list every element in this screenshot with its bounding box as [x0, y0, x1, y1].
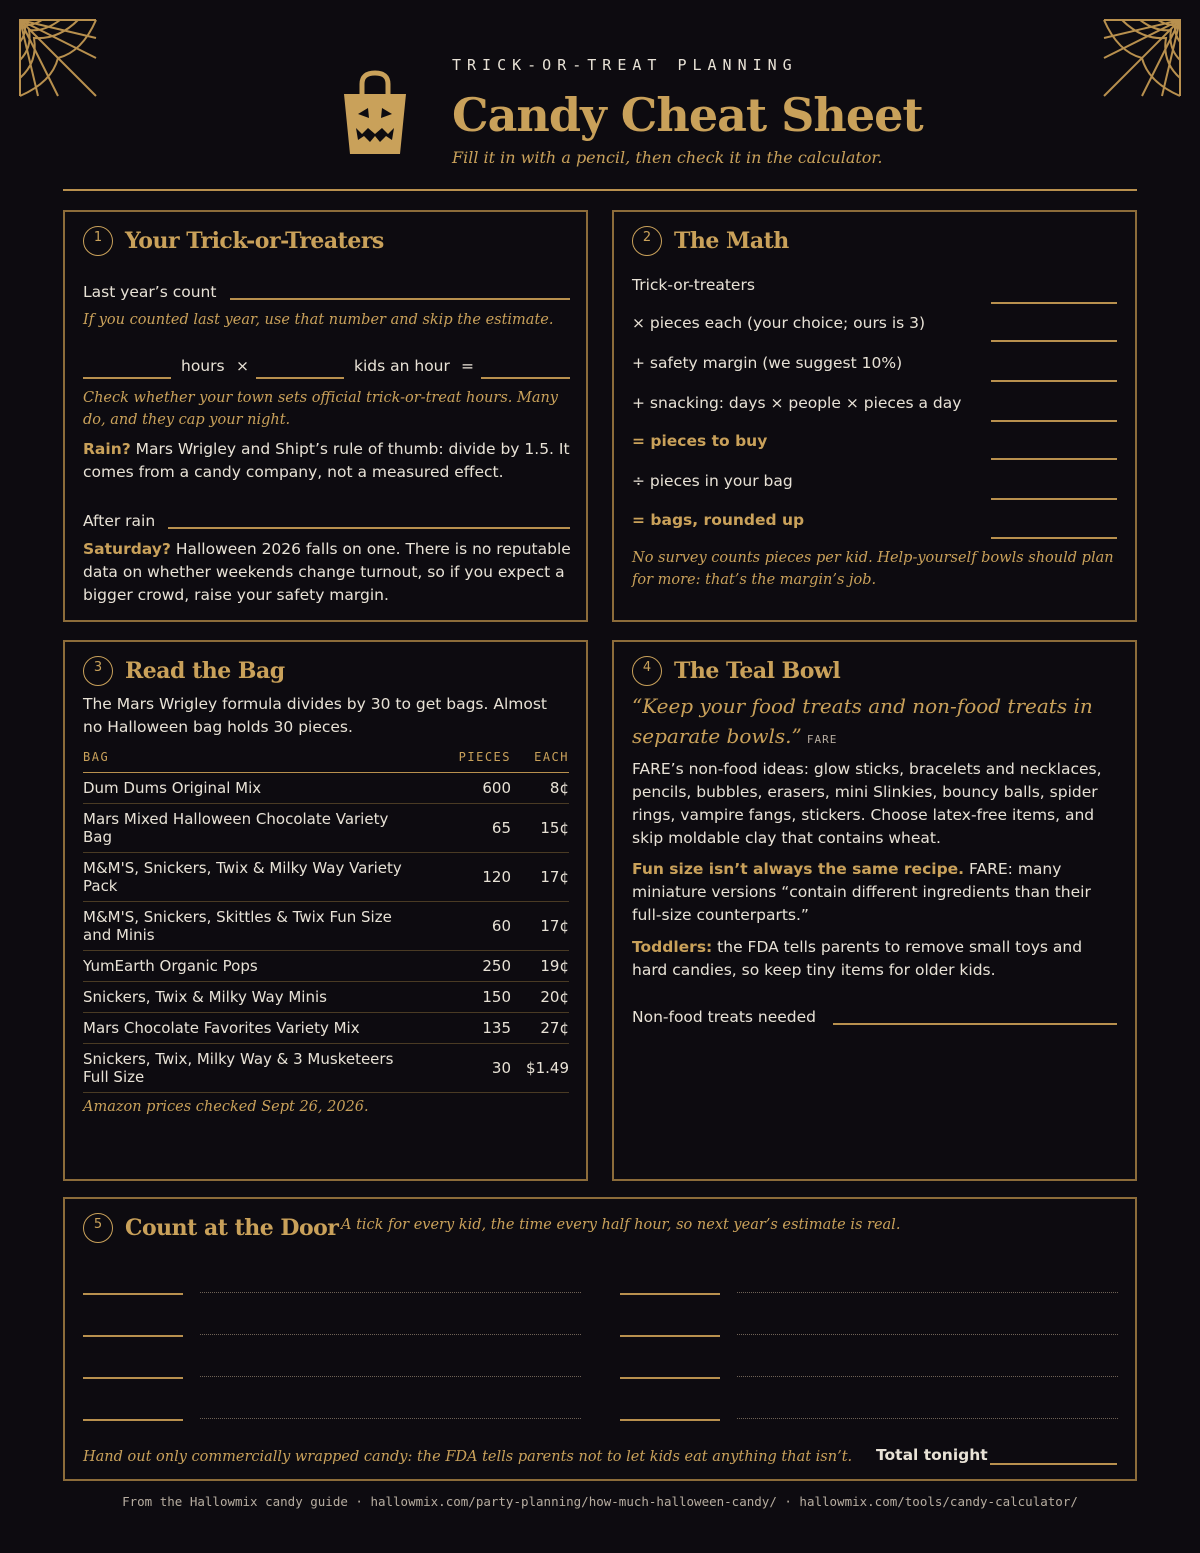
cell-pieces: 135: [439, 1013, 511, 1044]
count-tagline: A tick for every kid, the time every half hour, so next year’s estimate is real.: [341, 1217, 901, 1233]
cell-pieces: 150: [439, 982, 511, 1013]
tally-field[interactable]: [200, 1292, 581, 1293]
tally-field[interactable]: [200, 1418, 581, 1419]
total-tonight-label: Total tonight: [876, 1446, 988, 1464]
math-note: No survey counts pieces per kid. Help-yourself bowls should plan for more: that’s the margin’s job.: [632, 550, 1114, 588]
time-field[interactable]: [83, 1419, 183, 1421]
page-footer: From the Hallowmix candy guide · hallowmix.com/party-planning/how-much-halloween-candy/ · hallowmix.com/tools/candy-calculator/: [122, 1494, 1078, 1509]
cell-bag: Mars Chocolate Favorites Variety Mix: [83, 1013, 439, 1044]
saturday-note: [83, 538, 571, 607]
step-number: 1: [83, 226, 113, 256]
tally-field[interactable]: [200, 1334, 581, 1335]
card-trick-or-treaters: [63, 210, 588, 622]
table-row: [83, 804, 569, 853]
after-rain-field[interactable]: [168, 527, 570, 529]
table-row: [83, 951, 569, 982]
fun-size-note: [632, 858, 1122, 927]
times-sign: ×: [236, 357, 249, 375]
time-field[interactable]: [83, 1293, 183, 1295]
math-row-label: Trick-or-treaters: [632, 276, 755, 294]
kicker: TRICK-OR-TREAT PLANNING: [452, 56, 798, 74]
hours-note: Check whether your town sets official trick-or-treat hours. Many do, and they cap your night.: [83, 390, 559, 428]
spiderweb-icon: [18, 18, 98, 98]
tally-field[interactable]: [737, 1292, 1118, 1293]
cell-bag: YumEarth Organic Pops: [83, 951, 439, 982]
step-number: 2: [632, 226, 662, 256]
step-number: 5: [83, 1213, 113, 1243]
card-the-math: [612, 210, 1137, 622]
last-year-field[interactable]: [230, 298, 570, 300]
step-number: 4: [632, 656, 662, 686]
math-row-field[interactable]: [991, 537, 1117, 539]
table-row: [83, 773, 569, 804]
cell-pieces: 120: [439, 853, 511, 902]
cell-each: 17¢: [511, 853, 569, 902]
cell-each: 20¢: [511, 982, 569, 1013]
fun-size-bold: Fun size isn’t always the same recipe.: [632, 860, 965, 878]
step-number: 3: [83, 656, 113, 686]
table-row: [83, 853, 569, 902]
equals-sign: =: [461, 357, 474, 375]
cell-each: 15¢: [511, 804, 569, 853]
math-row-field[interactable]: [991, 420, 1117, 422]
time-field[interactable]: [620, 1377, 720, 1379]
card-title: The Teal Bowl: [674, 658, 841, 684]
bag-intro: The Mars Wrigley formula divides by 30 to get bags. Almost no Halloween bag holds 30 pieces.: [83, 695, 547, 736]
spiderweb-icon: [1102, 18, 1182, 98]
math-row-label: = pieces to buy: [632, 432, 768, 450]
toddler-text: the FDA tells parents to remove small toys and hard candies, so keep tiny items for older kids.: [632, 938, 1083, 979]
wrapped-candy-note: Hand out only commercially wrapped candy: the FDA tells parents not to let kids eat anything that isn’t.: [83, 1449, 853, 1465]
fare-quote: [632, 692, 1102, 754]
tally-field[interactable]: [737, 1376, 1118, 1377]
cell-bag: M&M'S, Snickers, Skittles & Twix Fun Size and Minis: [83, 902, 439, 951]
kids-an-hour-label: kids an hour: [354, 357, 450, 375]
math-row-label: ÷ pieces in your bag: [632, 472, 793, 490]
last-year-note: If you counted last year, use that number and skip the estimate.: [83, 312, 554, 328]
quote-source: FARE: [806, 733, 838, 746]
cell-bag: Snickers, Twix, Milky Way & 3 Musketeers Full Size: [83, 1044, 439, 1093]
tally-field[interactable]: [737, 1418, 1118, 1419]
nonfood-needed-field[interactable]: [833, 1023, 1117, 1025]
card-read-the-bag: [63, 640, 588, 1181]
fun-size-text: FARE: many miniature versions “contain different ingredients than their full-size counterparts.”: [632, 860, 1091, 924]
nonfood-needed-label: Non-food treats needed: [632, 1008, 817, 1026]
table-row: [83, 1013, 569, 1044]
page-title: Candy Cheat Sheet: [452, 88, 923, 142]
column-header-bag: BAG: [83, 750, 439, 773]
table-row: [83, 982, 569, 1013]
rain-text: Mars Wrigley and Shipt’s rule of thumb: divide by 1.5. It comes from a candy company, not a measured effect.: [83, 440, 570, 481]
cell-each: 27¢: [511, 1013, 569, 1044]
saturday-bold: Saturday?: [83, 540, 171, 558]
cell-bag: Dum Dums Original Mix: [83, 773, 439, 804]
card-title: Count at the Door: [125, 1215, 339, 1241]
quote-text: “Keep your food treats and non-food treats in separate bowls.”: [632, 694, 1093, 748]
card-title: Your Trick-or-Treaters: [125, 228, 384, 254]
cell-bag: Snickers, Twix & Milky Way Minis: [83, 982, 439, 1013]
toddler-bold: Toddlers:: [632, 938, 713, 956]
saturday-text: Halloween 2026 falls on one. There is no reputable data on whether weekends change turnout, so if you expect a bigger crowd, raise your safety margin.: [83, 540, 571, 604]
cell-each: 8¢: [511, 773, 569, 804]
math-row-label: × pieces each (your choice; ours is 3): [632, 314, 926, 332]
kids-per-hour-field[interactable]: [256, 377, 344, 379]
card-title: Read the Bag: [125, 658, 285, 684]
math-row-label: + safety margin (we suggest 10%): [632, 354, 903, 372]
math-row-field[interactable]: [991, 380, 1117, 382]
last-year-label: Last year’s count: [83, 283, 217, 301]
time-field[interactable]: [83, 1335, 183, 1337]
math-row-field[interactable]: [991, 498, 1117, 500]
table-header-row: [83, 750, 569, 773]
card-title: The Math: [674, 228, 789, 254]
card-teal-bowl: [612, 640, 1137, 1181]
cell-each: 19¢: [511, 951, 569, 982]
rain-note: [83, 438, 571, 484]
math-row-field[interactable]: [991, 458, 1117, 460]
after-rain-label: After rain: [83, 512, 156, 530]
table-row: [83, 1044, 569, 1093]
time-field[interactable]: [620, 1293, 720, 1295]
card-count-at-door: [63, 1197, 1137, 1481]
toddler-note: [632, 936, 1122, 982]
cell-pieces: 65: [439, 804, 511, 853]
math-row-label: + snacking: days × people × pieces a day: [632, 394, 962, 412]
estimate-result-field[interactable]: [481, 377, 570, 379]
cell-each: $1.49: [511, 1044, 569, 1093]
cell-pieces: 30: [439, 1044, 511, 1093]
total-tonight-field[interactable]: [990, 1463, 1117, 1465]
page-subtitle: Fill it in with a pencil, then check it in the calculator.: [452, 148, 883, 167]
price-note: Amazon prices checked Sept 26, 2026.: [83, 1099, 369, 1115]
nonfood-ideas: FARE’s non-food ideas: glow sticks, bracelets and necklaces, pencils, bubbles, erasers, mini Slinkies, bouncy balls, spider rings, vampire fangs, stickers. Choose latex-free items, and skip moldable clay that contains wheat.: [632, 760, 1102, 847]
cell-bag: M&M'S, Snickers, Twix & Milky Way Variety Pack: [83, 853, 439, 902]
header-divider: [63, 189, 1137, 191]
time-field[interactable]: [83, 1377, 183, 1379]
time-field[interactable]: [620, 1419, 720, 1421]
time-field[interactable]: [620, 1335, 720, 1337]
column-header-each: EACH: [511, 750, 569, 773]
jack-o-lantern-bag-icon: [342, 70, 408, 156]
table-row: [83, 902, 569, 951]
cell-each: 17¢: [511, 902, 569, 951]
cell-pieces: 250: [439, 951, 511, 982]
bag-table: [83, 750, 569, 1093]
cell-pieces: 60: [439, 902, 511, 951]
cell-bag: Mars Mixed Halloween Chocolate Variety Bag: [83, 804, 439, 853]
cell-pieces: 600: [439, 773, 511, 804]
math-row-field[interactable]: [991, 302, 1117, 304]
tally-field[interactable]: [200, 1376, 581, 1377]
column-header-pieces: PIECES: [439, 750, 511, 773]
math-row-field[interactable]: [991, 340, 1117, 342]
math-row-label: = bags, rounded up: [632, 511, 805, 529]
rain-bold: Rain?: [83, 440, 131, 458]
tally-field[interactable]: [737, 1334, 1118, 1335]
hours-label: hours: [181, 357, 225, 375]
hours-field[interactable]: [83, 377, 171, 379]
